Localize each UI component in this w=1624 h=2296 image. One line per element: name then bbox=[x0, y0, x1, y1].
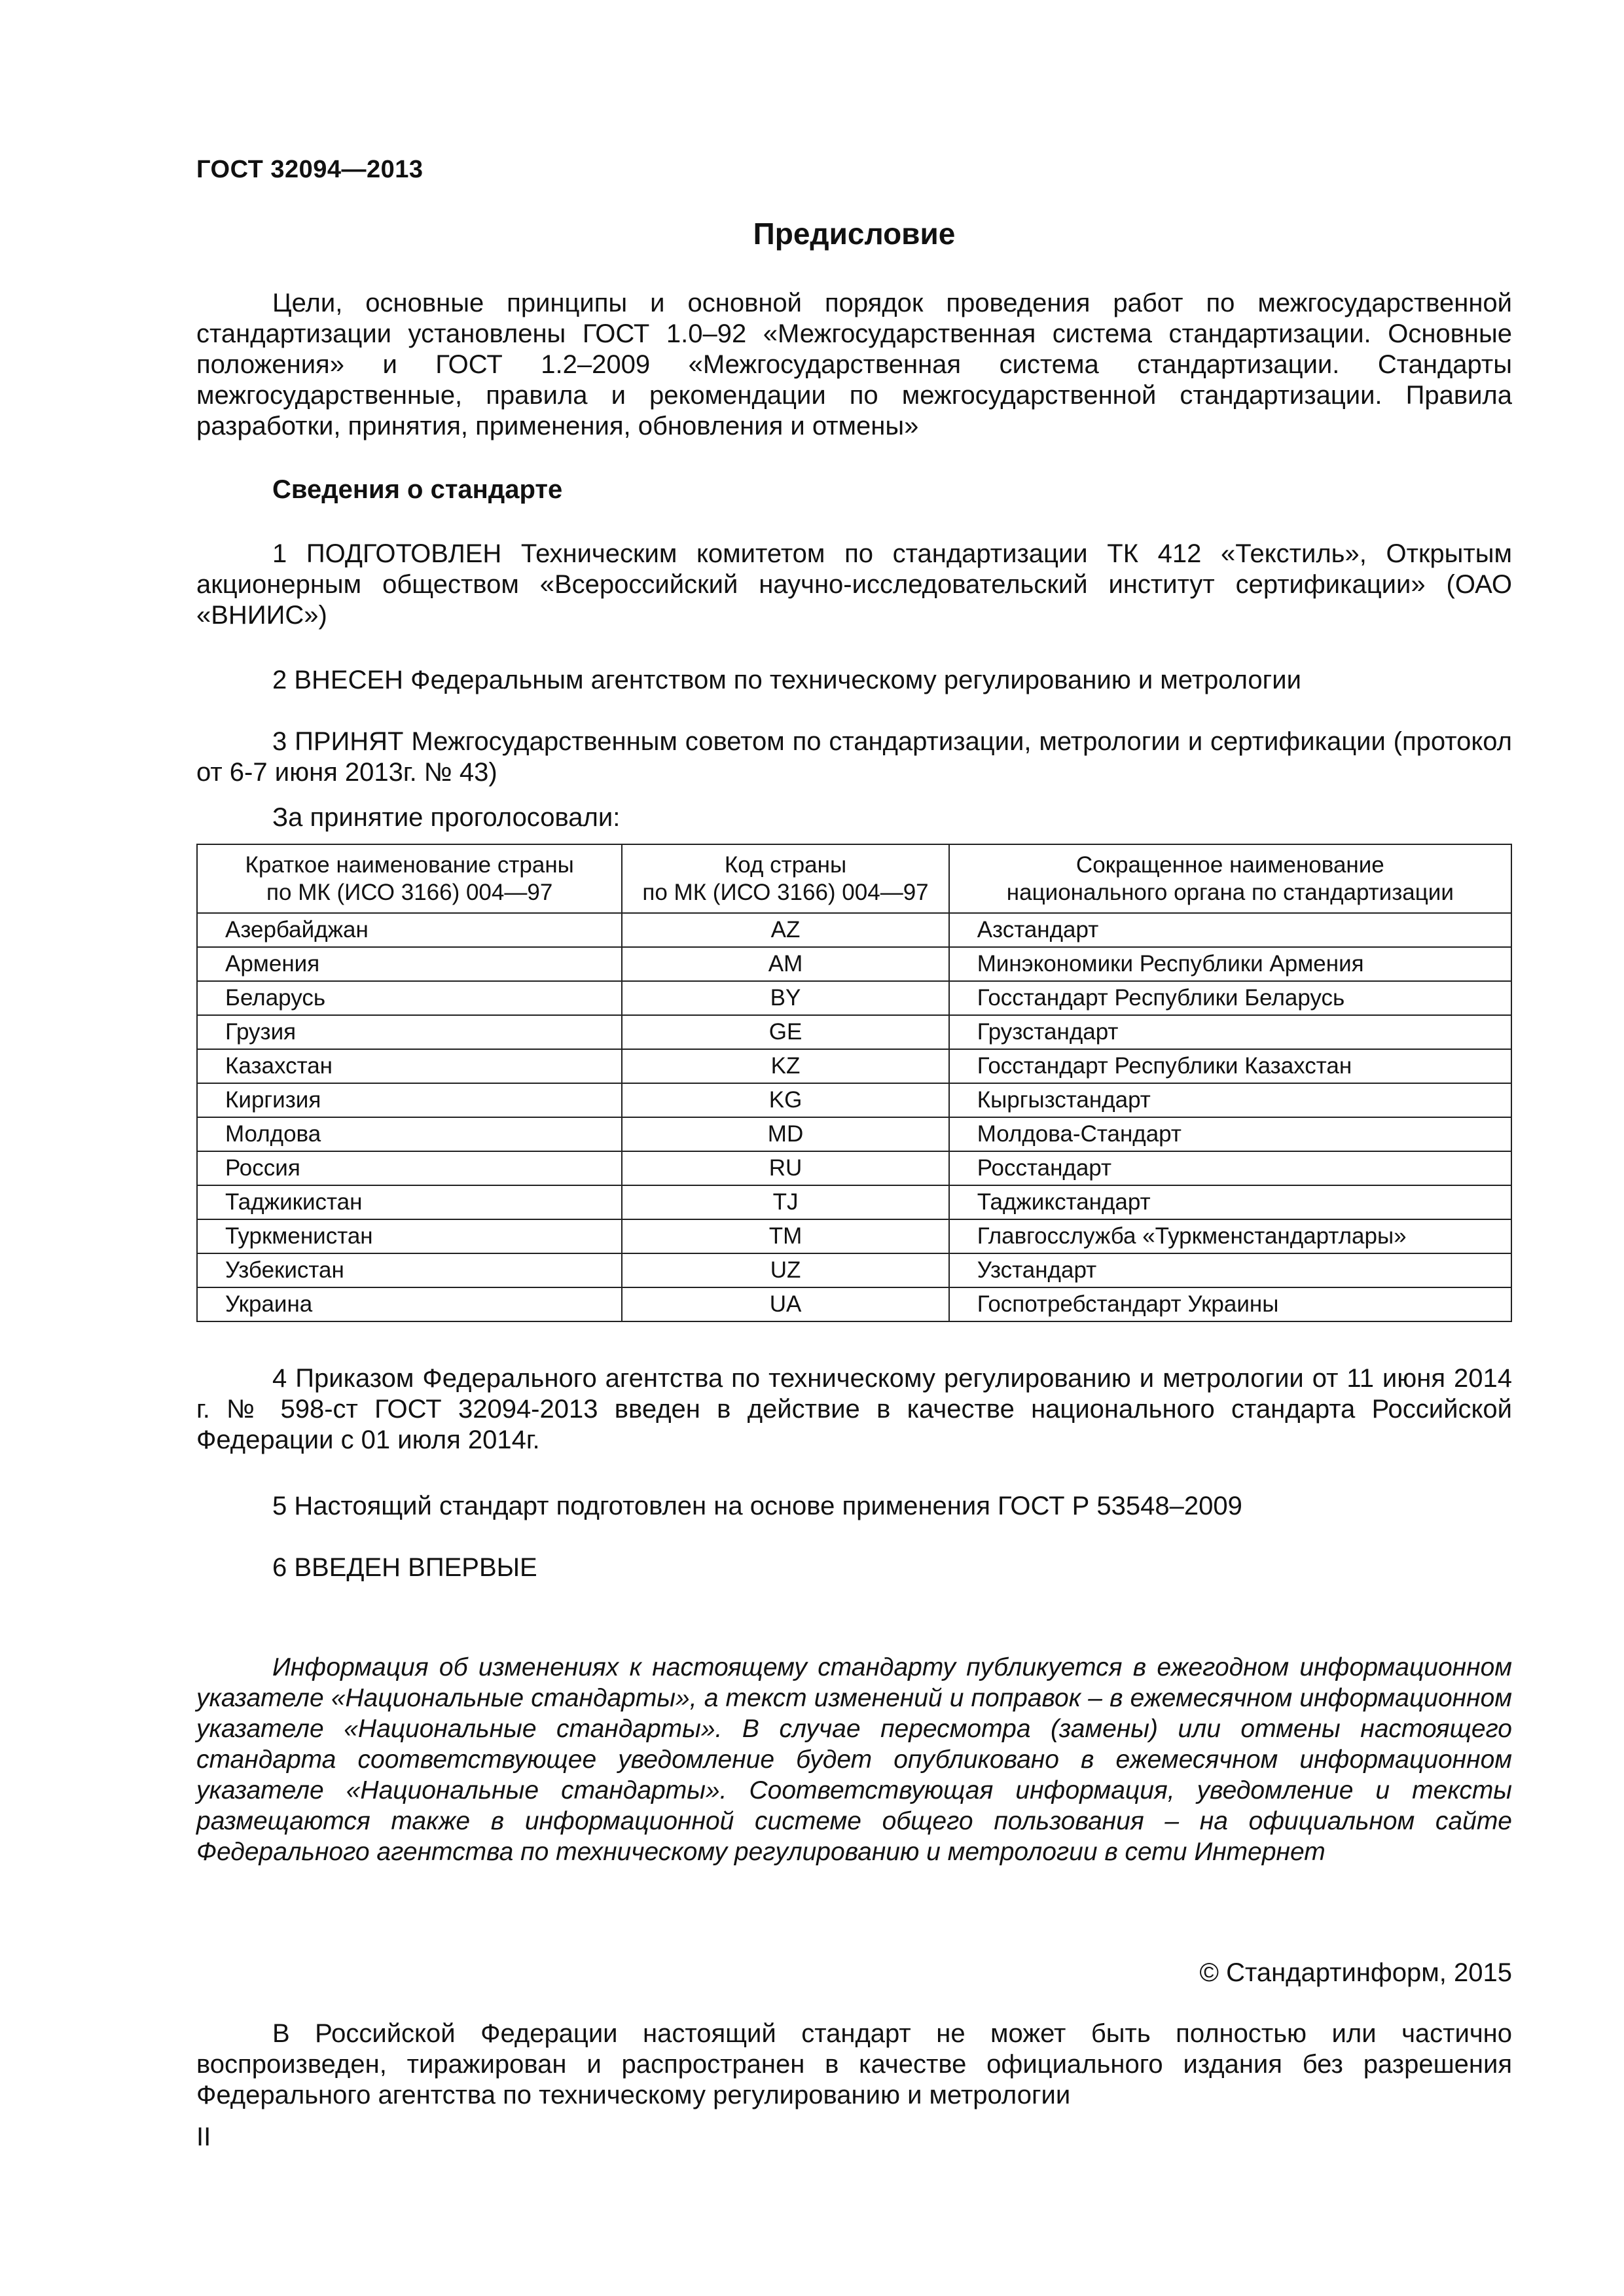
country-cell: Киргизия bbox=[197, 1083, 622, 1117]
country-cell: Туркменистан bbox=[197, 1219, 622, 1253]
table-row bbox=[197, 1083, 1511, 1117]
header-country-line2: по МК (ИСО 3166) 004—97 bbox=[266, 879, 553, 905]
code-cell: AZ bbox=[622, 913, 948, 947]
country-cell: Беларусь bbox=[197, 981, 622, 1015]
body-cell: Госстандарт Республики Беларусь bbox=[949, 981, 1511, 1015]
body-cell: Грузстандарт bbox=[949, 1015, 1511, 1049]
body-cell: Росстандарт bbox=[949, 1151, 1511, 1185]
votes-label: За принятие проголосовали: bbox=[272, 803, 621, 832]
header-body-line2: национального органа по стандартизации bbox=[1006, 879, 1454, 905]
code-cell: RU bbox=[622, 1151, 948, 1185]
code-cell: TJ bbox=[622, 1185, 948, 1219]
info-paragraph: Информация об изменениях к настоящему стандарту публикуется в ежегодном информационном указателе «Национальные стандарты», а текст изменений и поправок – в ежемесячном информационном указателе «Национальные стандарты». В случае пересмотра (замены) или отмены настоящего стандарта соответствующее уведомление будет опубликовано в ежемесячном информационном указателе «Национальные стандарты». Соответствующая информация, уведомление и тексты размещаются также в информационной системе общего пользования – на официальном сайте Федерального агентства по техническому регулированию и метрологии в сети Интернет bbox=[196, 1653, 1512, 1866]
standard-info-heading: Сведения о стандарте bbox=[272, 475, 563, 504]
page-title: Предисловие bbox=[753, 217, 956, 251]
code-cell: KZ bbox=[622, 1049, 948, 1083]
body-cell: Таджикстандарт bbox=[949, 1185, 1511, 1219]
code-cell: UZ bbox=[622, 1253, 948, 1287]
code-cell: GE bbox=[622, 1015, 948, 1049]
body-cell: Кыргызстандарт bbox=[949, 1083, 1511, 1117]
code-cell: BY bbox=[622, 981, 948, 1015]
code-cell: AM bbox=[622, 947, 948, 981]
table-row bbox=[197, 1253, 1511, 1287]
body-cell: Госстандарт Республики Казахстан bbox=[949, 1049, 1511, 1083]
table-row bbox=[197, 947, 1511, 981]
body-cell: Узстандарт bbox=[949, 1253, 1511, 1287]
country-cell: Казахстан bbox=[197, 1049, 622, 1083]
header-body-line1: Сокращенное наименование bbox=[1075, 852, 1384, 878]
country-cell: Грузия bbox=[197, 1015, 622, 1049]
table-row bbox=[197, 981, 1511, 1015]
table-row bbox=[197, 1185, 1511, 1219]
country-cell: Армения bbox=[197, 947, 622, 981]
item-2-paragraph: 2 ВНЕСЕН Федеральным агентством по техническому регулированию и метрологии bbox=[272, 666, 1301, 694]
header-country-name bbox=[197, 844, 622, 913]
body-cell: Главгосслужба «Туркменстандартлары» bbox=[949, 1219, 1511, 1253]
table-row bbox=[197, 1287, 1511, 1321]
item-4-paragraph: 4 Приказом Федерального агентства по техническому регулированию и метрологии от 11 июня 2014 г. № 598-ст ГОСТ 32094-2013 введен в действие в качестве национального стандарта Российской Федерации с 01 июля 2014г. bbox=[196, 1364, 1512, 1454]
country-cell: Азербайджан bbox=[197, 913, 622, 947]
header-national-body bbox=[949, 844, 1511, 913]
code-cell: TM bbox=[622, 1219, 948, 1253]
gost-code-header: ГОСТ 32094—2013 bbox=[196, 156, 424, 183]
table-row bbox=[197, 1015, 1511, 1049]
table-row bbox=[197, 1049, 1511, 1083]
header-country-code bbox=[622, 844, 948, 913]
code-cell: MD bbox=[622, 1117, 948, 1151]
item-5-paragraph: 5 Настоящий стандарт подготовлен на основе применения ГОСТ Р 53548–2009 bbox=[272, 1492, 1242, 1520]
intro-paragraph: Цели, основные принципы и основной порядок проведения работ по межгосударственной стандартизации установлены ГОСТ 1.0–92 «Межгосударственная система стандартизации. Основные положения» и ГОСТ 1.2–2009 «Межгосударственная система стандартизации. Стандарты межгосударственные, правила и рекомендации по межгосударственной стандартизации. Правила разработки, принятия, применения, обновления и отмены» bbox=[196, 289, 1512, 440]
copyright-notice: © Стандартинформ, 2015 bbox=[1199, 1958, 1512, 1987]
table-row bbox=[197, 1151, 1511, 1185]
body-cell: Молдова-Стандарт bbox=[949, 1117, 1511, 1151]
country-cell: Узбекистан bbox=[197, 1253, 622, 1287]
country-cell: Таджикистан bbox=[197, 1185, 622, 1219]
body-cell: Азстандарт bbox=[949, 913, 1511, 947]
header-country-line1: Краткое наименование страны bbox=[245, 852, 574, 878]
code-cell: UA bbox=[622, 1287, 948, 1321]
country-cell: Россия bbox=[197, 1151, 622, 1185]
country-cell: Молдова bbox=[197, 1117, 622, 1151]
body-cell: Минэкономики Республики Армения bbox=[949, 947, 1511, 981]
item-3-paragraph: 3 ПРИНЯТ Межгосударственным советом по стандартизации, метрологии и сертификации (протокол от 6-7 июня 2013г. № 43) bbox=[196, 727, 1512, 787]
country-cell: Украина bbox=[197, 1287, 622, 1321]
header-code-line2: по МК (ИСО 3166) 004—97 bbox=[642, 879, 929, 905]
table-row bbox=[197, 1219, 1511, 1253]
body-cell: Госпотребстандарт Украины bbox=[949, 1287, 1511, 1321]
votes-table bbox=[196, 844, 1512, 1322]
item-6-paragraph: 6 ВВЕДЕН ВПЕРВЫЕ bbox=[272, 1553, 537, 1582]
header-code-line1: Код страны bbox=[724, 852, 847, 878]
final-paragraph: В Российской Федерации настоящий стандарт не может быть полностью или частично воспроизведен, тиражирован и распространен в качестве официального издания без разрешения Федерального агентства по техническому регулированию и метрологии bbox=[196, 2019, 1512, 2109]
table-row bbox=[197, 913, 1511, 947]
table-row bbox=[197, 1117, 1511, 1151]
page-number: II bbox=[196, 2123, 211, 2151]
votes-table-header-row bbox=[197, 844, 1511, 913]
item-1-paragraph: 1 ПОДГОТОВЛЕН Техническим комитетом по стандартизации ТК 412 «Текстиль», Открытым акционерным обществом «Всероссийский научно-исследовательский институт сертификации» (ОАО «ВНИИС») bbox=[196, 539, 1512, 630]
code-cell: KG bbox=[622, 1083, 948, 1117]
